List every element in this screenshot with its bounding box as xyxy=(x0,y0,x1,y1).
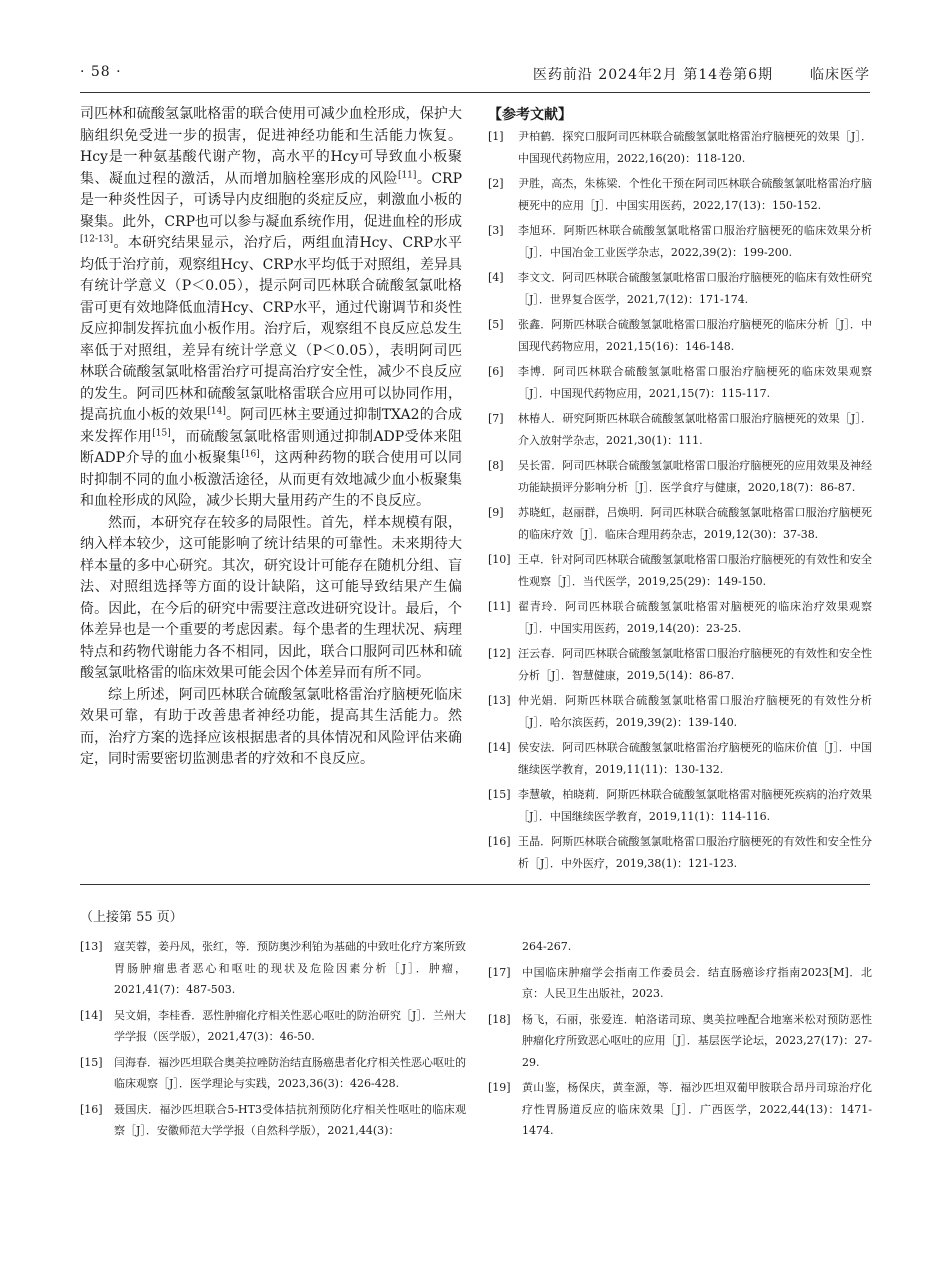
reference-text: 闫海春．福沙匹坦联合奥美拉唑防治结直肠癌患者化疗相关性恶心呕吐的临床观察［J］．医学理论与实践，2023,36(3)：426-428. xyxy=(114,1055,466,1090)
reference-number: [16] xyxy=(488,835,511,848)
paragraph-text: ，这两种药物的联合使用可以同时抑制不同的血小板激活途径，从而更有效地减少血小板聚集和血栓形成的风险，减少长期大量用药产生的不良反应。 xyxy=(80,450,462,509)
reference-number: [16] xyxy=(80,1102,103,1116)
citation-superscript: [14] xyxy=(207,406,226,417)
references-title: 【参考文献】 xyxy=(488,107,572,123)
reference-text: 寇芙蓉，姜丹凤，张红，等．预防奥沙利铂为基础的中致吐化疗方案所致胃肠肿瘤患者恶心和呕吐的现状及危险因素分析［J］．肿瘤，2021,41(7)：487-503. xyxy=(114,940,466,996)
citation-superscript: [16] xyxy=(241,449,260,460)
continued-references-left xyxy=(80,936,466,1146)
continued-references-right-list xyxy=(488,962,872,1142)
reference-number: [14] xyxy=(80,1008,103,1022)
reference-number: [17] xyxy=(488,965,511,979)
reference-text: 聂国庆．福沙匹坦联合5-HT3受体拮抗剂预防化疗相关性呕吐的临床观察［J］．安徽师范大学学报（自然科学版），2021,44(3)： xyxy=(114,1102,466,1137)
reference-number: [13] xyxy=(488,694,511,707)
reference-number: [11] xyxy=(488,600,511,613)
reference-number: [2] xyxy=(488,177,504,190)
reference-number: [5] xyxy=(488,318,504,331)
reference-text: 吴长雷．阿司匹林联合硫酸氢氯吡格雷口服治疗脑梗死的应用效果及神经功能缺损评分影响分析［J］．医学食疗与健康，2020,18(7)：86-87. xyxy=(518,459,872,494)
reference-text: 李慧敏，柏晓莉．阿斯匹林联合硫酸氢氯吡格雷对脑梗死疾病的治疗效果［J］．中国继续医学教育，2019,11(1)：114-116. xyxy=(518,788,872,823)
continued-reference-item xyxy=(488,1077,872,1142)
paragraph-text: 司匹林和硫酸氢氯吡格雷的联合使用可减少血栓形成，保护大脑组织免受进一步的损害，促进神经功能和生活能力恢复。Hcy是一种氨基酸代谢产物，高水平的Hcy可导致血小板聚集、凝血过程的激活，从而增加脑栓塞形成的风险 xyxy=(80,106,462,187)
reference-item xyxy=(488,737,872,780)
reference-item xyxy=(488,596,872,639)
continued-reference-item xyxy=(488,962,872,1005)
reference-number: [10] xyxy=(488,553,511,566)
reference-item xyxy=(488,220,872,263)
reference-item xyxy=(488,831,872,874)
continued-reference-carryover: 264-267. xyxy=(522,940,572,953)
paragraph-text: ，而硫酸氢氯吡格雷则通过抑制ADP受体来阻断ADP介导的血小板聚集 xyxy=(80,428,462,466)
reference-text: 李文文．阿司匹林联合硫酸氢氯吡格雷口服治疗脑梗死的临床有效性研究［J］．世界复合医学，2021,7(12)：171-174. xyxy=(518,271,872,306)
section-name: 临床医学 xyxy=(810,67,870,83)
reference-item xyxy=(488,361,872,404)
reference-item xyxy=(488,267,872,310)
header-rule xyxy=(80,92,870,93)
reference-item xyxy=(488,455,872,498)
reference-item xyxy=(488,784,872,827)
journal-name: 医药前沿 2024年2月 第14卷第6期 xyxy=(532,67,774,83)
reference-number: [9] xyxy=(488,506,504,519)
paragraph-text: 然而，本研究存在较多的局限性。首先，样本规模有限，纳入样本较少，这可能影响了统计结果的可靠性。未来期待大样本量的多中心研究。其次，研究设计可能存在随机分组、盲法、对照组选择等方面的设计缺陷，这可能导致结果产生偏倚。因此，在今后的研究中需要注意改进研究设计。最后，个体差异也是一个重要的考虑因素。每个患者的生理状况、病理特点和药物代谢能力各不相同，因此，联合口服阿司匹林和硫酸氢氯吡格雷的临床效果可能会因个体差异而有所不同。 xyxy=(80,514,462,681)
reference-text: 李博．阿司匹林联合硫酸氢氯吡格雷口服治疗脑梗死的临床效果观察［J］．中国现代药物应用，2021,15(7)：115-117. xyxy=(518,365,872,400)
reference-number: [3] xyxy=(488,224,504,237)
body-paragraph xyxy=(80,104,462,513)
continued-note: （上接第 55 页） xyxy=(80,910,183,925)
reference-text: 张鑫．阿斯匹林联合硫酸氢氯吡格雷口服治疗脑梗死的临床分析［J］．中国现代药物应用，2021,15(16)：146-148. xyxy=(518,318,872,353)
reference-number: [6] xyxy=(488,365,504,378)
reference-number: [15] xyxy=(80,1055,103,1069)
citation-superscript: [12-13] xyxy=(80,234,113,245)
reference-text: 尹柏鹤．探究口服阿司匹林联合硫酸氢氯吡格雷治疗脑梗死的效果［J］．中国现代药物应用，2022,16(20)：118-120. xyxy=(518,130,872,165)
reference-number: [8] xyxy=(488,459,504,472)
paragraph-text: 综上所述，阿司匹林联合硫酸氢氯吡格雷治疗脑梗死临床效果可靠，有助于改善患者神经功能，提高其生活能力。然而，治疗方案的选择应该根据患者的具体情况和风险评估来确定，同时需要密切监测患者的疗效和不良反应。 xyxy=(80,686,462,767)
continued-reference-item xyxy=(80,936,466,1001)
page-number: · 58 · xyxy=(80,64,122,80)
reference-text: 杨飞，石丽，张爱连．帕洛诺司琼、奥美拉唑配合地塞米松对预防恶性肿瘤化疗所致恶心呕吐的应用［J］．基层医学论坛，2023,27(17)：27-29. xyxy=(522,1012,872,1069)
reference-text: 吴文娟，李桂香．恶性肿瘤化疗相关性恶心呕吐的防治研究［J］．兰州大学学报（医学版），2021,47(3)：46-50. xyxy=(114,1008,466,1043)
reference-text: 翟青玲．阿司匹林联合硫酸氢氯吡格雷对脑梗死的临床治疗效果观察［J］．中国实用医药，2019,14(20)：23-25. xyxy=(518,600,872,635)
reference-text: 汪云春．阿司匹林联合硫酸氢氯吡格雷口服治疗脑梗死的有效性和安全性分析［J］．智慧健康，2019,5(14)：86-87. xyxy=(518,647,872,682)
reference-text: 林椿人．研究阿斯匹林联合硫酸氢氯吡格雷口服治疗脑梗死的效果［J］．介入放射学杂志，2021,30(1)：111. xyxy=(518,412,872,447)
reference-text: 侯安法．阿司匹林联合硫酸氢氯吡格雷治疗脑梗死的临床价值［J］．中国继续医学教育，2019,11(11)：130-132. xyxy=(518,741,872,776)
reference-number: [15] xyxy=(488,788,511,801)
reference-item xyxy=(488,690,872,733)
citation-superscript: [15] xyxy=(152,427,171,438)
reference-number: [4] xyxy=(488,271,504,284)
continued-reference-item xyxy=(80,1005,466,1048)
reference-number: [13] xyxy=(80,940,103,953)
reference-item xyxy=(488,643,872,686)
references-list xyxy=(488,126,872,874)
body-paragraph xyxy=(80,685,462,771)
continued-reference-item xyxy=(80,1099,466,1142)
citation-superscript: [11] xyxy=(397,169,417,180)
reference-item xyxy=(488,408,872,451)
reference-item xyxy=(488,314,872,357)
reference-text: 王晶．阿斯匹林联合硫酸氢氯吡格雷口服治疗脑梗死的有效性和安全性分析［J］．中外医疗，2019,38(1)：121-123. xyxy=(518,835,872,870)
reference-text: 黄山鉴，杨保庆，黄奎源，等．福沙匹坦双葡甲胺联合昂丹司琼治疗化疗性胃肠道反应的临床效果［J］．广西医学，2022,44(13)：1471-1474. xyxy=(522,1081,872,1137)
reference-item xyxy=(488,173,872,216)
paragraph-text: 。本研究结果显示，治疗后，两组血清Hcy、CRP水平均低于治疗前，观察组Hcy、CRP水平均低于对照组，差异具有统计学意义（P＜0.05），提示阿司匹林联合硫酸氢氯吡格雷可更有效地降低血清Hcy、CRP水平，通过代谢调节和炎性反应抑制发挥抗血小板作用。治疗后，观察组不良反应总发生率低于对照组，差异有统计学意义（P＜0.05），表明阿司匹林联合硫酸氢氯吡格雷治疗可提高治疗安全性，减少不良反应的发生。阿司匹林和硫酸氢氯吡格雷联合应用可以协同作用，提高抗血小板的效果 xyxy=(80,235,462,423)
page-header xyxy=(80,62,870,84)
reference-item xyxy=(488,126,872,169)
reference-number: [7] xyxy=(488,412,504,425)
reference-item xyxy=(488,549,872,592)
section-divider xyxy=(80,884,870,885)
body-paragraph xyxy=(80,513,462,685)
body-text-column xyxy=(80,104,462,771)
paragraph-text: 。阿司匹林主要通过抑制TXA2的合成来发挥作用 xyxy=(80,407,463,445)
reference-item xyxy=(488,502,872,545)
reference-text: 尹胜，高杰，朱栋梁．个性化干预在阿司匹林联合硫酸氢氯吡格雷治疗脑梗死中的应用［J］．中国实用医药，2022,17(13)：150-152. xyxy=(518,177,872,212)
paragraph-text: 。CRP是一种炎性因子，可诱导内皮细胞的炎症反应，刺激血小板的聚集。此外，CRP也可以参与凝血系统作用，促进血栓的形成 xyxy=(80,170,462,230)
reference-text: 李旭环．阿斯匹林联合硫酸氢氯吡格雷口服治疗脑梗死的临床效果分析［J］．中国冶金工业医学杂志，2022,39(2)：199-200. xyxy=(518,224,872,259)
reference-text: 仲光娟．阿斯匹林联合硫酸氢氯吡格雷口服治疗脑梗死的有效性分析［J］．哈尔滨医药，2019,39(2)：139-140. xyxy=(518,694,872,729)
reference-number: [12] xyxy=(488,647,511,660)
journal-info xyxy=(533,64,870,84)
references-column xyxy=(488,104,872,878)
reference-number: [19] xyxy=(488,1081,511,1094)
reference-text: 王卓．针对阿司匹林联合硫酸氢氯吡格雷口服治疗脑梗死的有效性和安全性观察［J］．当代医学，2019,25(29)：149-150. xyxy=(518,553,872,588)
reference-number: [14] xyxy=(488,741,511,754)
reference-text: 苏晓虹，赵丽群，吕焕明．阿司匹林联合硫酸氢氯吡格雷口服治疗脑梗死的临床疗效［J］．临床合理用药杂志，2019,12(30)：37-38. xyxy=(518,506,872,541)
continued-reference-item xyxy=(80,1052,466,1095)
reference-number: [18] xyxy=(488,1012,511,1026)
continued-reference-item xyxy=(488,1009,872,1074)
continued-references-right xyxy=(488,936,872,1146)
reference-text: 中国临床肿瘤学会指南工作委员会．结直肠癌诊疗指南2023[M]．北京：人民卫生出版社，2023. xyxy=(522,965,872,1000)
reference-number: [1] xyxy=(488,130,504,143)
